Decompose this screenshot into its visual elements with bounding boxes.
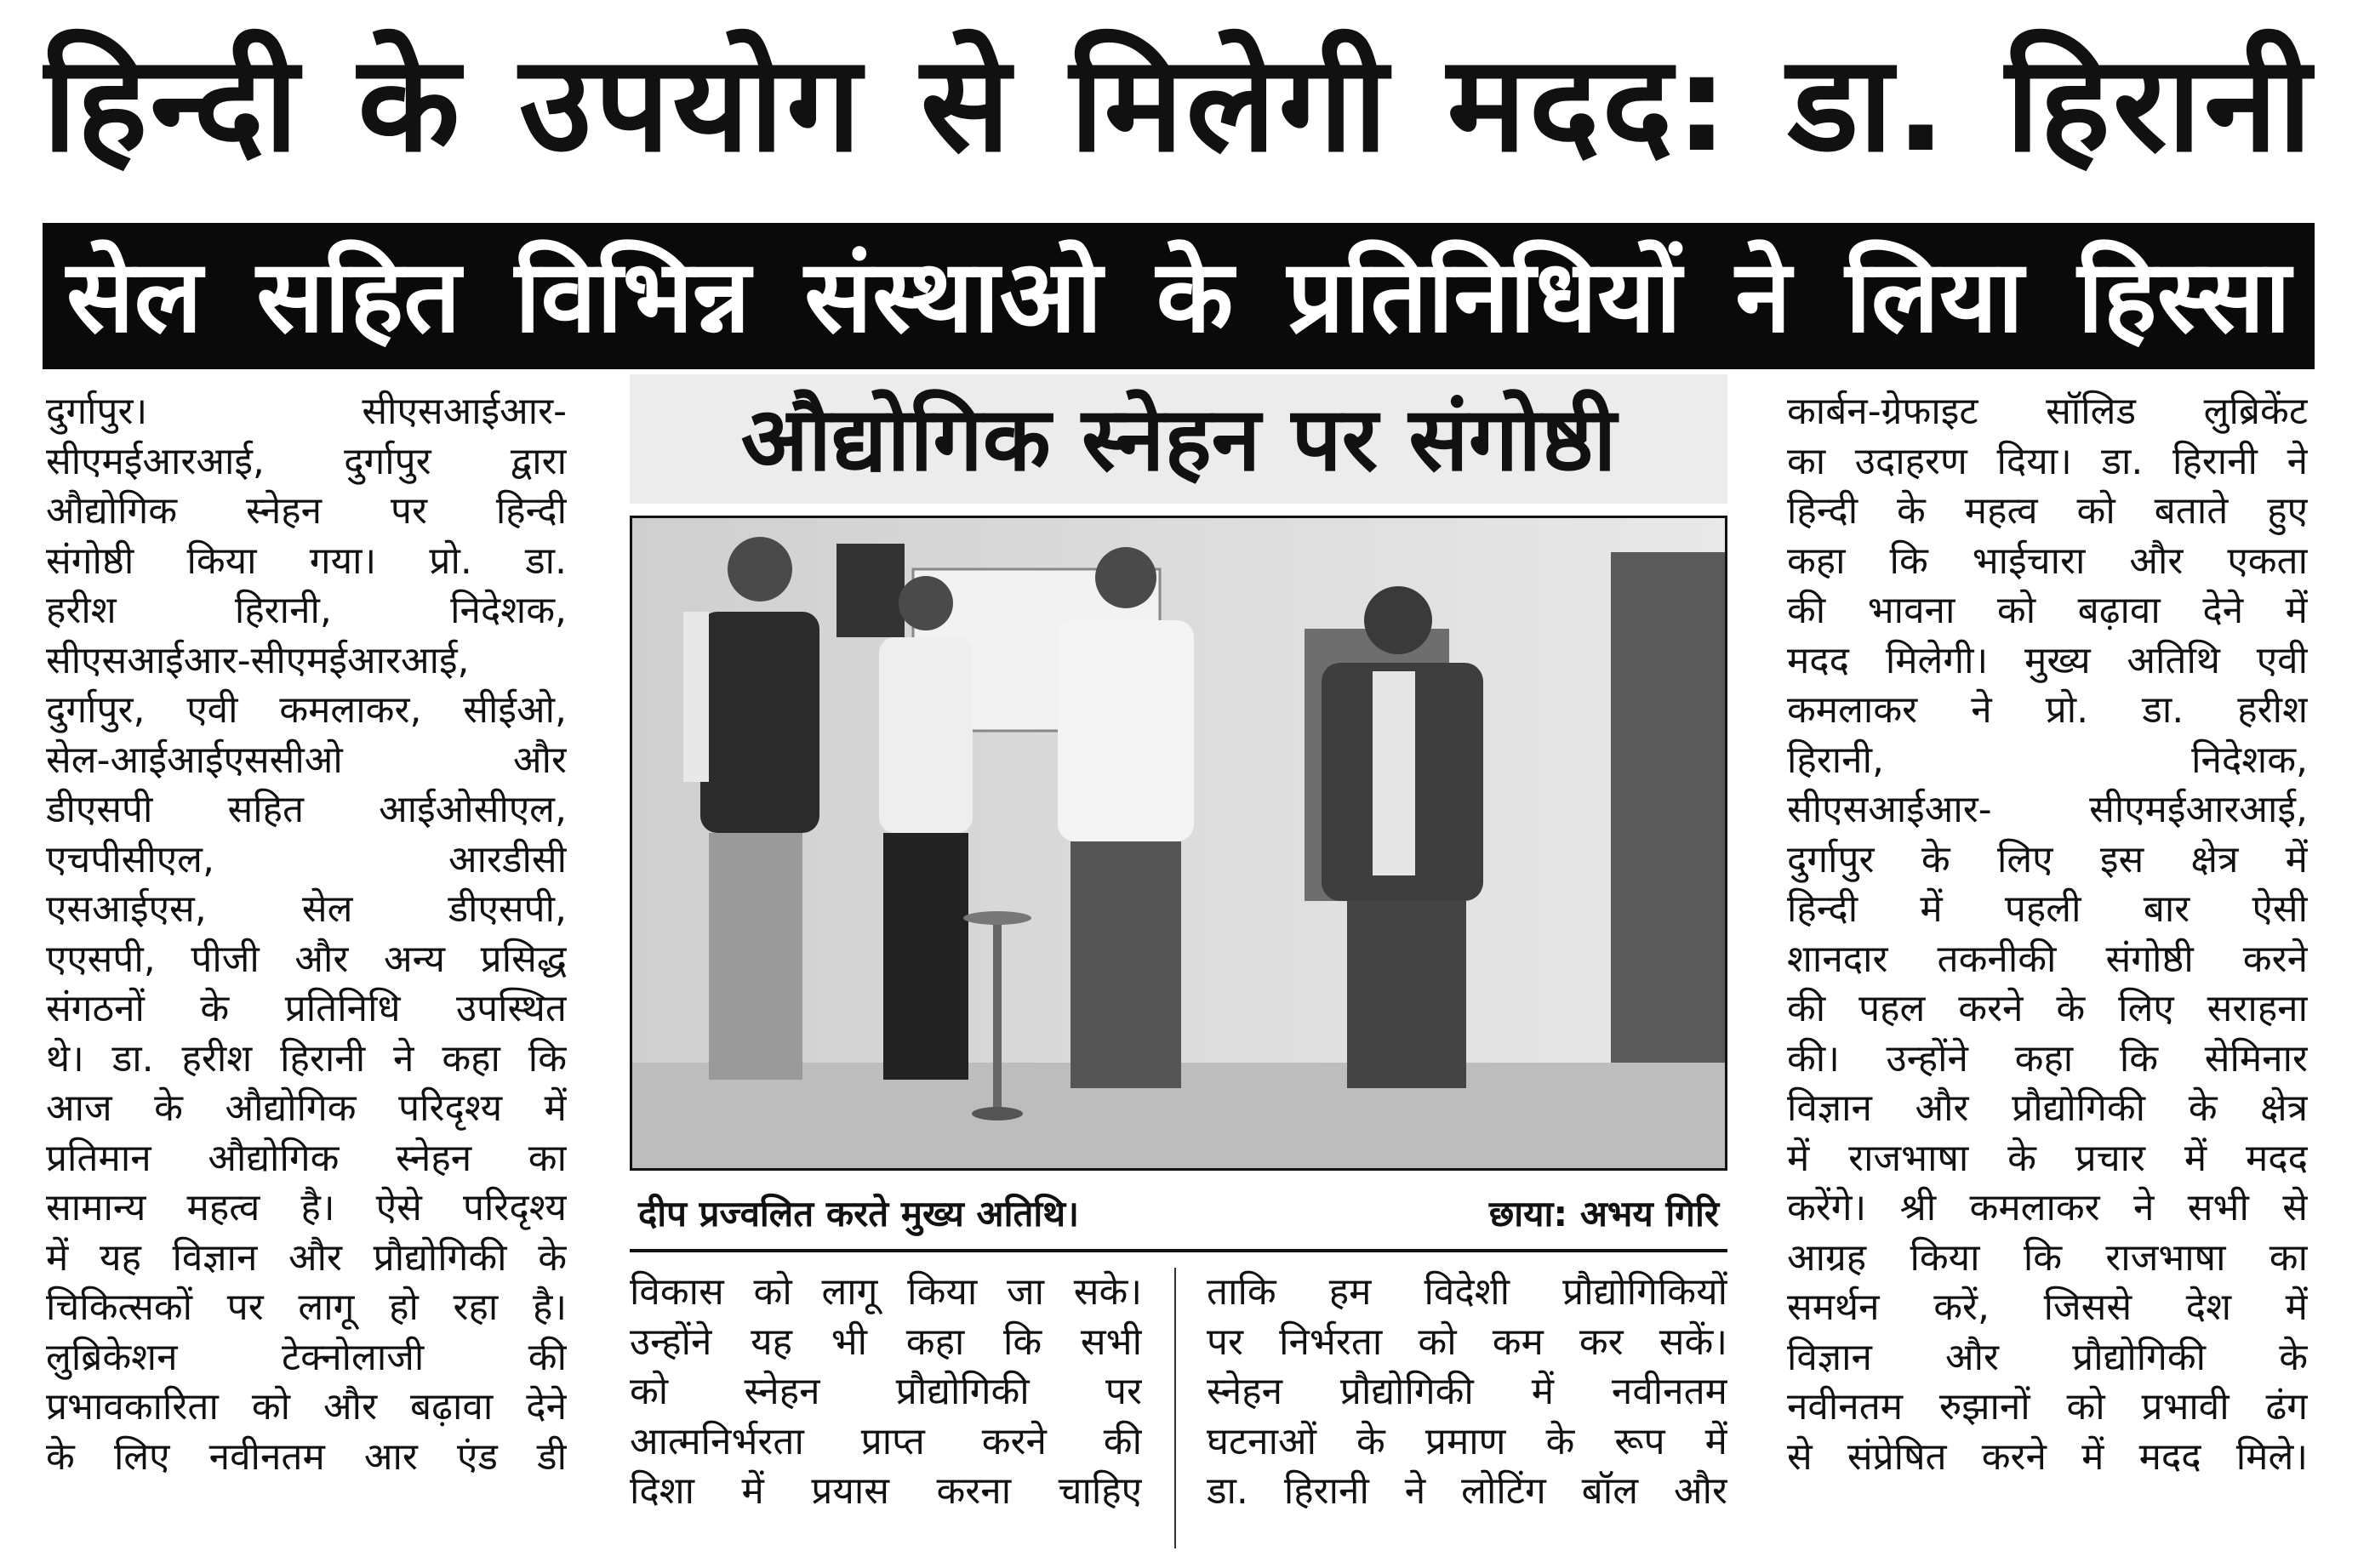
subheadline-banner: सेल सहित विभिन्न संस्थाओ के प्रतिनिधियों ने लिया हिस्सा (43, 223, 2315, 369)
text-line: डा. हिरानी ने लोटिंग बॉल और (1207, 1469, 1727, 1513)
person-2 (879, 576, 973, 1080)
text-line: चिकित्सकों पर लागू हो रहा है। (46, 1286, 567, 1329)
text-line: डीएसपी सहित आईओसीएल, (46, 788, 567, 831)
text-line: कमलाकर ने प्रो. डा. हरीश (1787, 688, 2308, 732)
text-line: सीएसआईआर- सीएमईआरआई, (1787, 788, 2308, 831)
text-line: करेंगे। श्री कमलाकर ने सभी से (1787, 1186, 2308, 1229)
article-column-4 (1787, 387, 2308, 1482)
text-line: समर्थन करें, जिससे देश में (1787, 1286, 2308, 1329)
text-line: ताकि हम विदेशी प्रौद्योगिकियों (1207, 1270, 1727, 1314)
text-line: विकास को लागू किया जा सके। (630, 1270, 1142, 1314)
text-line: की भावना को बढ़ावा देने में (1787, 589, 2308, 632)
text-line: में यह विज्ञान और प्रौद्योगिकी के (46, 1235, 567, 1280)
text-line: एचपीसीएल, आरडीसी (46, 837, 567, 881)
text-line: संगोष्ठी किया गया। प्रो. डा. (46, 539, 567, 583)
text-line: स्नेहन प्रौद्योगिकी में नवीनतम (1207, 1370, 1727, 1413)
column-divider (1174, 1268, 1176, 1548)
article-column-1 (46, 387, 567, 1482)
event-photo (630, 516, 1727, 1171)
text-line: एसआईएस, सेल डीएसपी, (46, 887, 567, 931)
text-line: कहा कि भाईचारा और एकता (1787, 539, 2308, 583)
text-line: घटनाओं के प्रमाण के रूप में (1207, 1419, 1727, 1463)
text-line: विज्ञान और प्रौद्योगिकी के (1787, 1335, 2308, 1379)
headline: हिन्दी के उपयोग से मिलेगी मदद: डा. हिरानी (43, 26, 2315, 181)
text-line: आत्मनिर्भरता प्राप्त करने की (630, 1419, 1142, 1463)
text-line: से संप्रेषित करने में मदद मिले। (1787, 1434, 2308, 1479)
text-line: आग्रह किया कि राजभाषा का (1787, 1235, 2308, 1280)
text-line: हिन्दी में पहली बार ऐसी (1787, 887, 2308, 931)
text-line: हरीश हिरानी, निदेशक, (46, 589, 567, 632)
text-line: औद्योगिक स्नेहन पर हिन्दी (46, 489, 567, 533)
photo-credit: छाया: अभय गिरि (1488, 1193, 1719, 1234)
text-line: प्रतिमान औद्योगिक स्नेहन का (46, 1136, 567, 1180)
text-line: दुर्गापुर, एवी कमलाकर, सीईओ, (46, 688, 567, 732)
article-column-2 (630, 1268, 1142, 1517)
text-line: दुर्गापुर। सीएसआईआर- (46, 390, 567, 433)
text-line: थे। डा. हरीश हिरानी ने कहा कि (46, 1036, 567, 1080)
photo-caption-text: दीप प्रज्वलित करते मुख्य अतिथि। (638, 1193, 1080, 1234)
text-line: कार्बन-ग्रेफाइट सॉलिड लुब्रिकेंट (1787, 390, 2308, 433)
text-line: सीएसआईआर-सीएमईआरआई, (46, 638, 470, 682)
box-title: औद्योगिक स्नेहन पर संगोष्ठी (630, 374, 1727, 504)
text-line: के लिए नवीनतम आर एंड डी (46, 1434, 567, 1479)
text-line: एएसपी, पीजी और अन्य प्रसिद्ध (46, 937, 567, 981)
photo-caption (630, 1184, 1727, 1244)
text-line: मदद मिलेगी। मुख्य अतिथि एवी (1787, 638, 2308, 682)
caption-rule (630, 1249, 1727, 1252)
text-line: शानदार तकनीकी संगोष्ठी करने (1787, 937, 2308, 981)
text-line: की। उन्होंने कहा कि सेमिनार (1787, 1036, 2308, 1080)
person-3 (1058, 547, 1194, 1088)
text-line: पर निर्भरता को कम कर सकें। (1207, 1320, 1727, 1364)
text-line: हिरानी, निदेशक, (1787, 738, 2308, 782)
text-line: का उदाहरण दिया। डा. हिरानी ने (1787, 439, 2308, 483)
text-line: उन्होंने यह भी कहा कि सभी (630, 1320, 1142, 1364)
text-line: को स्नेहन प्रौद्योगिकी पर (630, 1370, 1142, 1413)
text-line: दुर्गापुर के लिए इस क्षेत्र में (1787, 837, 2308, 881)
text-line: प्रभावकारिता को और बढ़ावा देने (46, 1385, 567, 1428)
text-line: सेल-आईआईएससीओ और (46, 738, 567, 782)
text-line: नवीनतम रुझानों को प्रभावी ढंग (1787, 1385, 2308, 1428)
text-line: सामान्य महत्व है। ऐसे परिदृश्य (46, 1186, 567, 1229)
text-line: सीएमईआरआई, दुर्गापुर द्वारा (46, 439, 567, 483)
text-line: की पहल करने के लिए सराहना (1787, 987, 2308, 1030)
event-photo-image (632, 518, 1725, 1168)
text-line: लुब्रिकेशन टेक्नोलाजी की (46, 1335, 567, 1379)
text-line: में राजभाषा के प्रचार में मदद (1787, 1136, 2308, 1180)
text-line: हिन्दी के महत्व को बताते हुए (1787, 489, 2308, 533)
article-column-3 (1207, 1268, 1727, 1517)
text-line: आज के औद्योगिक परिदृश्य में (46, 1086, 567, 1130)
wall-frame (836, 544, 905, 637)
text-line: विज्ञान और प्रौद्योगिकी के क्षेत्र (1787, 1086, 2308, 1130)
text-line: संगठनों के प्रतिनिधि उपस्थित (46, 987, 567, 1030)
text-line: दिशा में प्रयास करना चाहिए (630, 1469, 1142, 1513)
